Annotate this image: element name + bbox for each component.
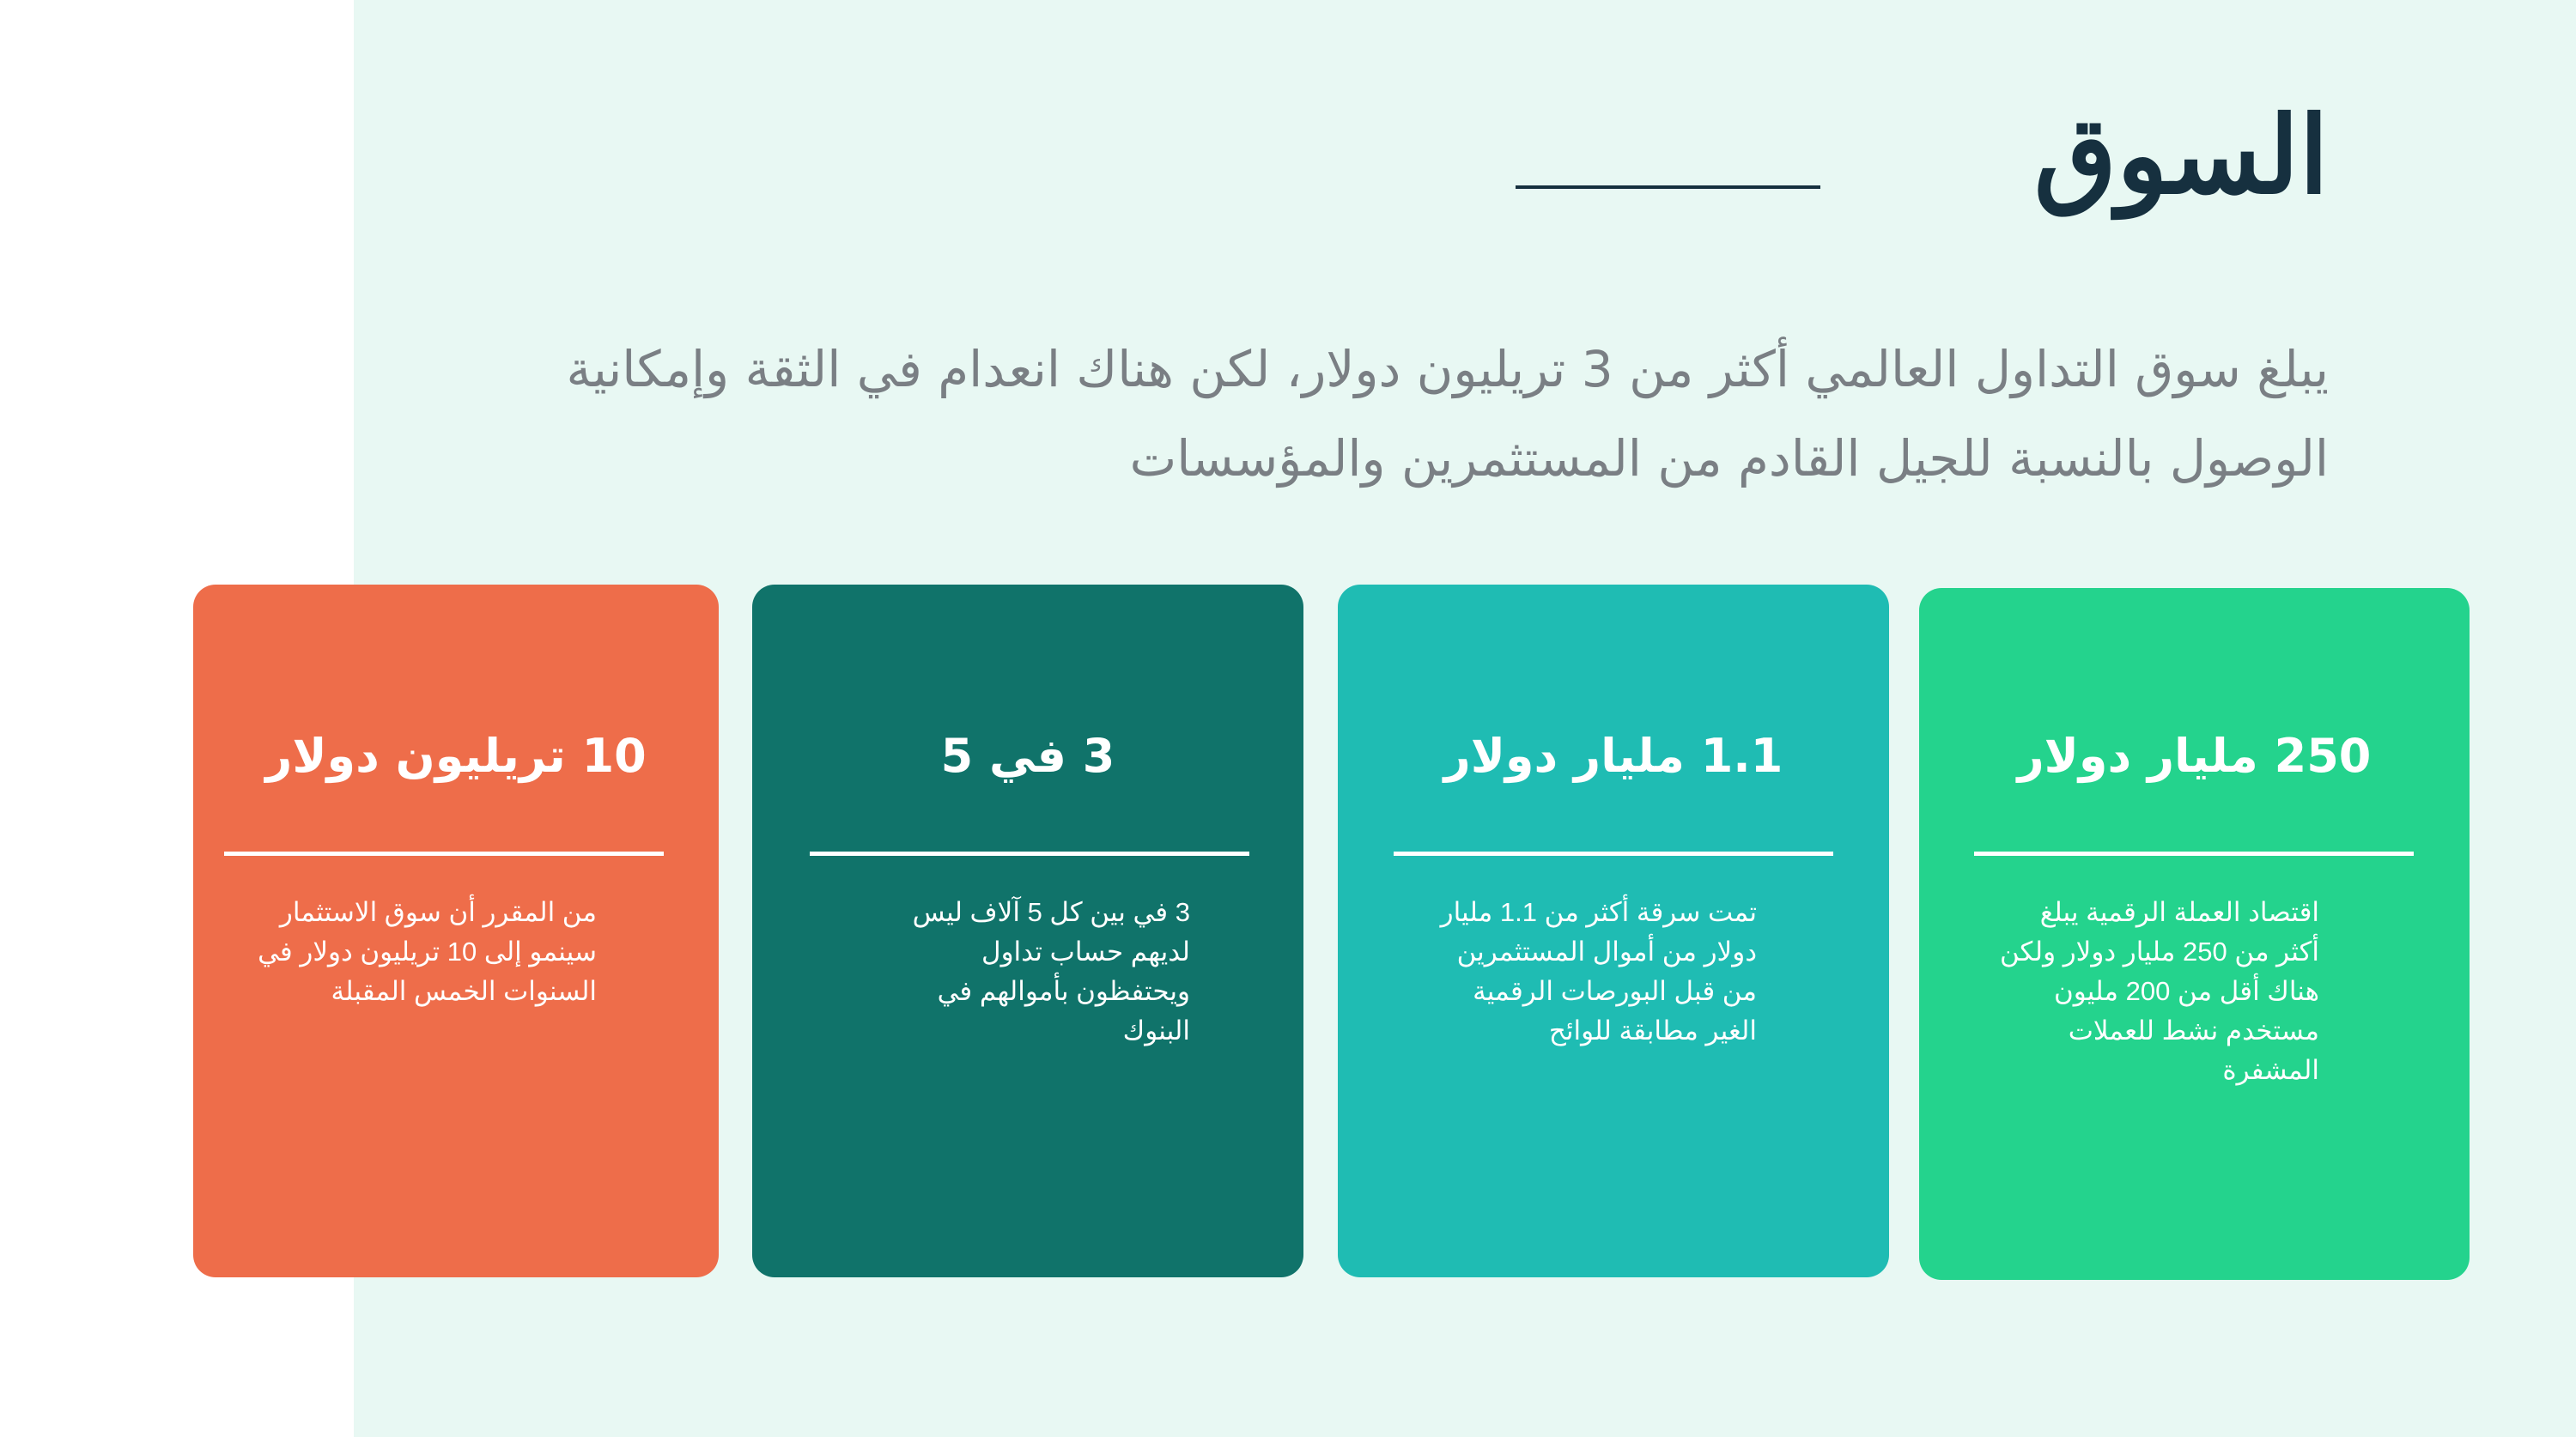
card-heading: 250 مليار دولار	[2017, 729, 2372, 783]
card-divider	[224, 852, 664, 856]
slide-title: السوق	[2033, 94, 2329, 218]
stat-card-stolen-funds	[1338, 585, 1889, 1277]
stat-card-crypto-economy	[1919, 588, 2470, 1280]
stat-card-investment-market	[193, 585, 719, 1277]
card-heading: 10 تريليون دولار	[265, 729, 647, 783]
card-heading: 1.1 مليار دولار	[1443, 729, 1783, 783]
card-description: تمت سرقة أكثر من 1.1 مليار دولار من أموال المستثمرين من قبل البورصات الرقمية الغير مطابقة للوائح	[1440, 897, 1757, 1046]
card-divider	[1394, 852, 1833, 856]
slide-subtitle: يبلغ سوق التداول العالمي أكثر من 3 تريليون دولار، لكن هناك انعدام في الثقة وإمكانية الوصول بالنسبة للجيل القادم من المستثمرين والمؤسسات	[566, 340, 2329, 488]
card-divider	[810, 852, 1249, 856]
card-heading: 3 في 5	[940, 729, 1115, 783]
card-divider	[1974, 852, 2414, 856]
card-description: اقتصاد العملة الرقمية يبلغ أكثر من 250 مليار دولار ولكن هناك أقل من 200 مليون مستخدم نشط للعملات المشفرة	[1999, 897, 2319, 1085]
stat-card-no-trading-account	[752, 585, 1303, 1277]
title-divider	[1516, 185, 1820, 189]
card-description: 3 في بين كل 5 آلاف ليس لديهم حساب تداول ويحتفظون بأموالهم في البنوك	[912, 897, 1190, 1046]
card-description: من المقرر أن سوق الاستثمار سينمو إلى 10 تريليون دولار في السنوات الخمس المقبلة	[258, 897, 597, 1006]
